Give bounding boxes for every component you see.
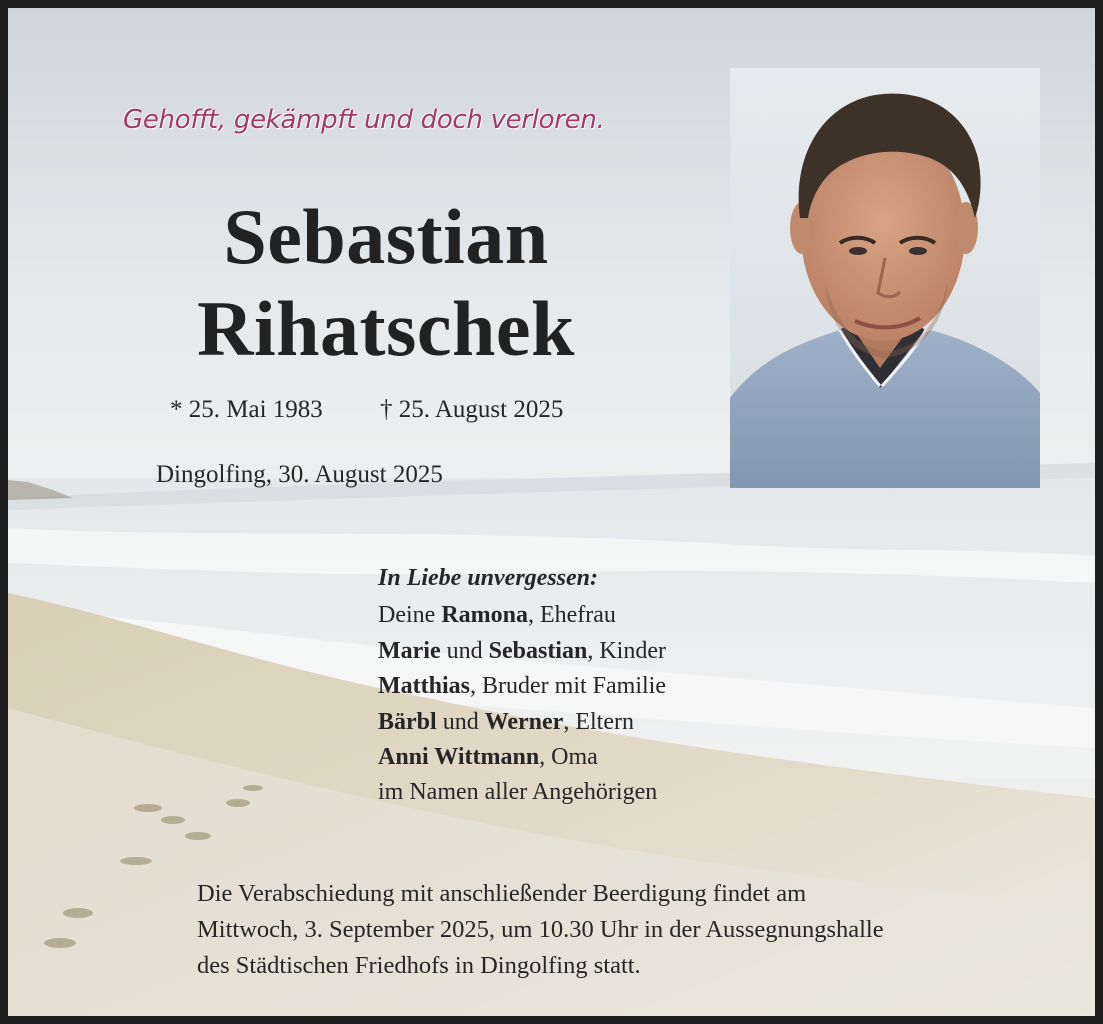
birth-date: * 25. Mai 1983 bbox=[170, 396, 323, 423]
mourner-name: Werner bbox=[484, 708, 564, 735]
mourner-line bbox=[378, 598, 798, 633]
mourner-text: , Eltern bbox=[563, 708, 634, 735]
mourner-text: , Ehefrau bbox=[527, 602, 616, 629]
notice-line: des Städtischen Friedhofs in Dingolfing statt. bbox=[197, 952, 641, 979]
mourner-name: Sebastian bbox=[488, 637, 588, 664]
deceased-last-name: Rihatschek bbox=[197, 285, 575, 372]
mourner-name: Marie bbox=[378, 637, 441, 664]
motto: Gehofft, gekämpft und doch verloren. bbox=[123, 105, 605, 135]
mourner-name: Matthias bbox=[378, 673, 470, 700]
mourners-heading: In Liebe unvergessen: bbox=[378, 565, 598, 591]
death-date: † 25. August 2025 bbox=[380, 396, 564, 423]
place-date: Dingolfing, 30. August 2025 bbox=[156, 461, 443, 488]
mourner-name: Ramona bbox=[441, 602, 528, 629]
funeral-notice bbox=[197, 876, 884, 984]
portrait-photo bbox=[730, 68, 1040, 488]
notice-line: Mittwoch, 3. September 2025, um 10.30 Uhr in der Aussegnungshalle bbox=[197, 916, 884, 943]
mourner-text: , Kinder bbox=[587, 637, 666, 664]
mourner-name: Anni Wittmann bbox=[378, 744, 540, 771]
mourner-text: , Oma bbox=[539, 744, 598, 771]
notice-line: Die Verabschiedung mit anschließender Beerdigung findet am bbox=[197, 880, 807, 907]
mourners-list bbox=[378, 598, 798, 810]
mourner-text: Deine bbox=[378, 602, 442, 629]
mourner-line bbox=[378, 669, 798, 704]
mourners-section bbox=[378, 561, 798, 811]
mourner-line bbox=[378, 705, 798, 740]
mourner-line bbox=[378, 634, 798, 669]
mourner-text: im Namen aller Angehörigen bbox=[378, 779, 658, 806]
mourner-name: Bärbl bbox=[378, 708, 437, 735]
mourner-text: , Bruder mit Familie bbox=[470, 673, 666, 700]
mourner-line bbox=[378, 775, 798, 810]
mourner-text: und bbox=[440, 637, 489, 664]
deceased-first-name: Sebastian bbox=[223, 193, 549, 280]
mourner-line bbox=[378, 740, 798, 775]
mourner-text: und bbox=[436, 708, 485, 735]
